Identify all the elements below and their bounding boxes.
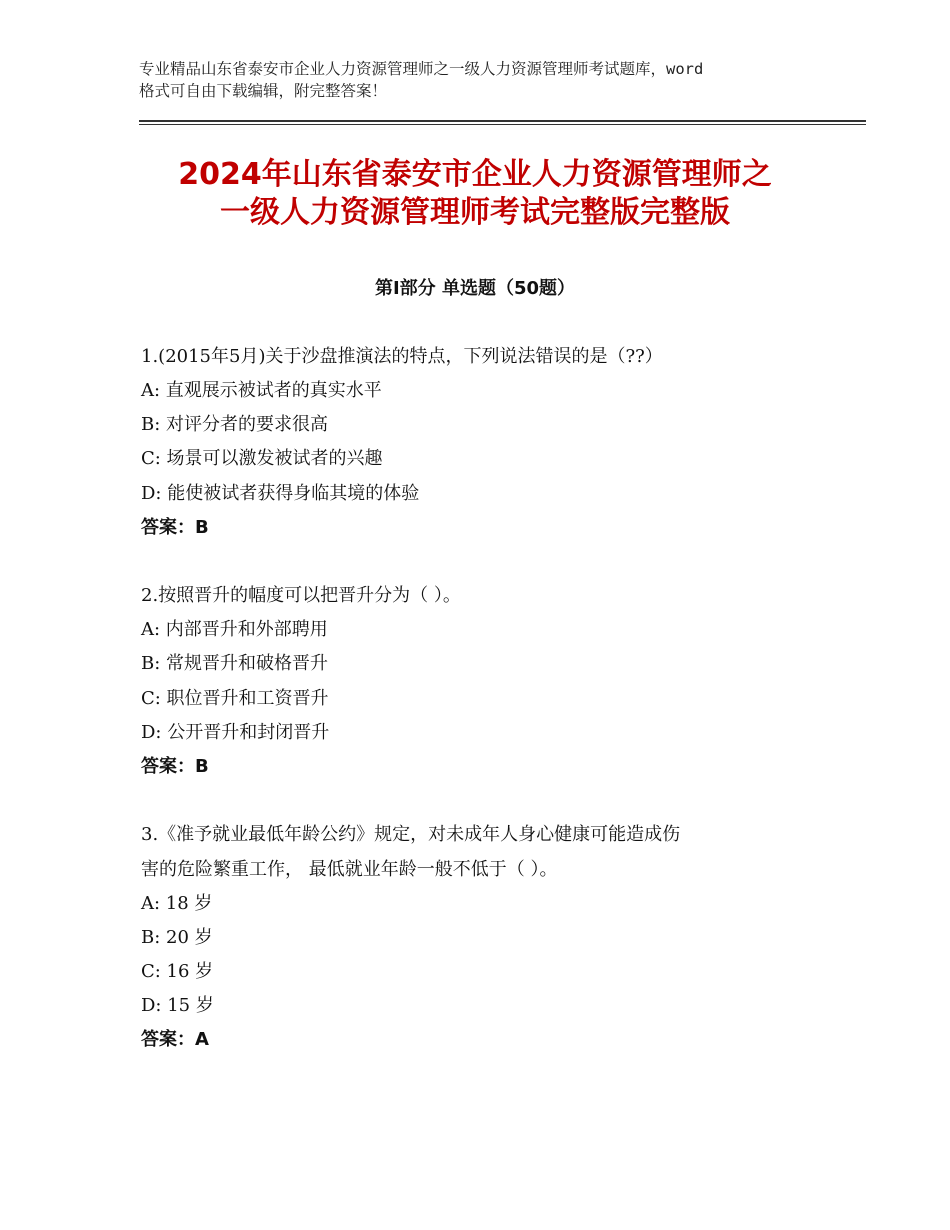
document-title-line: 2024年山东省泰安市企业人力资源管理师之	[178, 157, 772, 192]
option-c: C: 16 岁	[141, 961, 214, 982]
option-c: C: 职位晋升和工资晋升	[141, 688, 329, 709]
question-stem-continued: 害的危险繁重工作， 最低就业年龄一般不低于（ ）。	[141, 859, 558, 880]
option-b: B: 对评分者的要求很高	[141, 414, 329, 435]
header-note	[139, 58, 839, 102]
header-note-line: 专业精品山东省泰安市企业人力资源管理师之一级人力资源管理师考试题库，word	[139, 60, 704, 78]
document-title	[100, 156, 850, 232]
option-a: A: 18 岁	[141, 893, 213, 914]
option-d: D: 能使被试者获得身临其境的体验	[141, 483, 420, 504]
option-c: C: 场景可以激发被试者的兴趣	[141, 448, 383, 469]
question-stem: 3.《准予就业最低年龄公约》规定，对未成年人身心健康可能造成伤	[141, 824, 681, 845]
header-divider-thick	[139, 120, 866, 122]
option-a: A: 直观展示被试者的真实水平	[141, 380, 382, 401]
answer-label: 答案：B	[141, 517, 209, 538]
option-b: B: 20 岁	[141, 927, 213, 948]
question-stem: 1.(2015年5月)关于沙盘推演法的特点，下列说法错误的是（??）	[141, 346, 663, 367]
section-title: 第Ⅰ部分 单选题（50题）	[374, 278, 575, 299]
answer-label: 答案：A	[141, 1029, 209, 1050]
header-note-line: 格式可自由下载编辑，附完整答案！	[139, 82, 388, 100]
document-title-line: 一级人力资源管理师考试完整版完整版	[220, 195, 730, 230]
header-divider-thin	[139, 124, 866, 125]
option-d: D: 公开晋升和封闭晋升	[141, 722, 330, 743]
answer-label: 答案：B	[141, 756, 209, 777]
option-d: D: 15 岁	[141, 995, 214, 1016]
option-b: B: 常规晋升和破格晋升	[141, 653, 329, 674]
question-stem: 2.按照晋升的幅度可以把晋升分为（ ）。	[141, 585, 461, 606]
option-a: A: 内部晋升和外部聘用	[141, 619, 328, 640]
